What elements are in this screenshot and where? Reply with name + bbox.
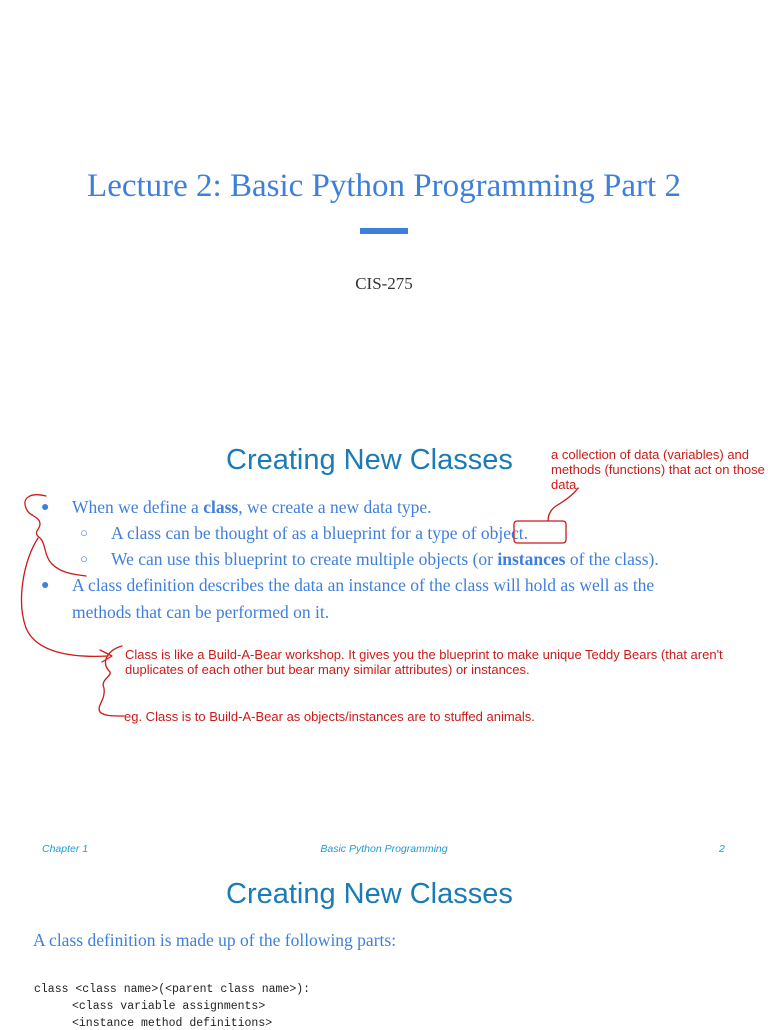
annotation-example: eg. Class is to Build-A-Bear as objects/instances are to stuffed animals. bbox=[124, 709, 535, 724]
annotation-definition: a collection of data (variables) and methods (functions) that act on those data. bbox=[551, 447, 765, 492]
footer-topic: Basic Python Programming bbox=[320, 843, 448, 855]
sub-bullet-2-suffix: of the class). bbox=[565, 549, 659, 569]
sub-bullet-2 bbox=[111, 549, 659, 570]
bullet-1 bbox=[72, 497, 432, 518]
slide3-title: Creating New Classes bbox=[226, 878, 513, 910]
arrow-head-mark bbox=[100, 650, 112, 662]
footer-page-number: 2 bbox=[719, 843, 725, 855]
sub-bullet-icon: ○ bbox=[80, 525, 88, 540]
course-code: CIS-275 bbox=[355, 274, 413, 293]
annotation-build-a-bear-line-1: Class is like a Build-A-Bear workshop. It gives you the blueprint to make unique Teddy Bears (that aren't bbox=[125, 647, 723, 662]
sub-bullet-1 bbox=[111, 523, 528, 544]
bullet-2-line-2: methods that can be performed on it. bbox=[72, 602, 330, 622]
code-line: class <class name>(<parent class name>): bbox=[34, 983, 311, 996]
title-underline-bar bbox=[360, 228, 408, 234]
code-line: <class variable assignments> bbox=[72, 1000, 266, 1013]
sub-bullet-2-prefix: We can use this blueprint to create multiple objects (or bbox=[111, 549, 498, 569]
annotation-build-a-bear bbox=[125, 647, 768, 677]
slide3-intro: A class definition is made up of the following parts: bbox=[33, 930, 397, 950]
circled-word-object: object. bbox=[480, 523, 528, 543]
bullet-icon: ● bbox=[41, 500, 50, 515]
bullet-icon: ● bbox=[41, 578, 50, 593]
arrow-curve-mark bbox=[22, 538, 108, 656]
bullet-1-prefix: When we define a bbox=[72, 497, 204, 517]
bullet-1-suffix: , we create a new data type. bbox=[238, 497, 432, 517]
sub-bullet-1-prefix: A class can be thought of as a blueprint for a type of bbox=[111, 523, 481, 543]
annotation-build-a-bear-line-2: duplicates of each other but bear many similar attributes) or instances. bbox=[125, 662, 530, 677]
footer-chapter: Chapter 1 bbox=[42, 843, 89, 855]
bullet-1-bold: class bbox=[203, 497, 239, 517]
slide1-title: Lecture 2: Basic Python Programming Part 2 bbox=[87, 168, 681, 204]
sub-bullet-icon: ○ bbox=[80, 551, 88, 566]
note-brace-mark bbox=[99, 646, 124, 716]
bullet-2-line-1: A class definition describes the data an instance of the class will hold as well as the bbox=[72, 575, 655, 595]
sub-bullet-2-bold: instances bbox=[497, 549, 566, 569]
code-line: <instance method definitions> bbox=[72, 1017, 273, 1030]
slide2-title: Creating New Classes bbox=[226, 444, 513, 476]
connector-mark bbox=[548, 488, 578, 521]
